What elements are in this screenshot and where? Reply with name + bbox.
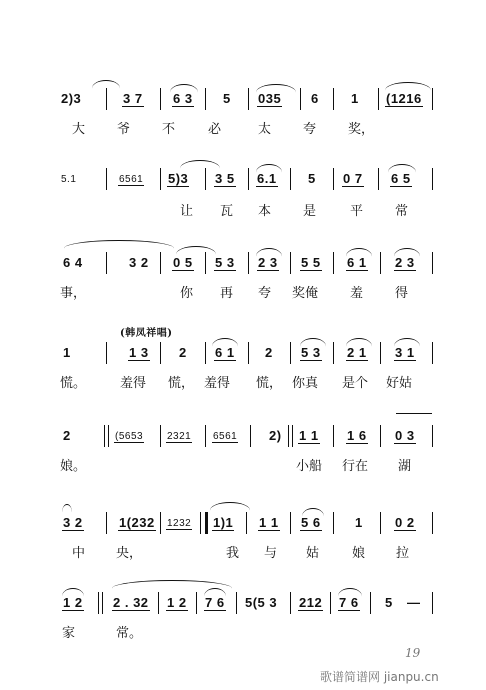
barline (380, 425, 381, 447)
barline (248, 168, 249, 190)
note-group: 3 1 (395, 345, 415, 360)
note-group: (5653 (115, 431, 144, 442)
note-group: 2)3 (61, 91, 82, 106)
lyric: 慌， (168, 376, 195, 391)
note-group: 2 3 (258, 255, 278, 270)
notation-line (0, 168, 486, 190)
barline (333, 252, 334, 274)
note-group: 035 (258, 91, 282, 106)
slur (396, 413, 432, 414)
note-group: 2 . 32 (113, 595, 149, 610)
barline (106, 168, 107, 190)
barline (160, 342, 161, 364)
lyric: 你 (180, 286, 194, 301)
note-group: 0 5 (173, 255, 193, 270)
lyric: 让 (180, 204, 194, 219)
note-group: 2 1 (347, 345, 367, 360)
note-group: 1 2 (63, 595, 83, 610)
lyric: 本 (258, 204, 272, 219)
barline (333, 512, 334, 534)
note-group: 2 (179, 345, 187, 360)
note-group: 2 (63, 428, 71, 443)
barline (158, 592, 159, 614)
note-group: 5 5 (301, 255, 321, 270)
note-group: (1216 (386, 91, 422, 106)
barline (432, 342, 433, 364)
note-group: 3 5 (215, 171, 235, 186)
lyric: 奖俺 (292, 286, 319, 301)
note-group: 5(5 3 (245, 595, 278, 610)
barline (290, 168, 291, 190)
lyric: 常。 (116, 626, 143, 641)
note-group: 6 3 (173, 91, 193, 106)
barline (246, 512, 247, 534)
note-group: 7 6 (205, 595, 225, 610)
note-group: 6561 (213, 431, 238, 442)
barline (160, 168, 161, 190)
lyric: 姑 (306, 546, 320, 561)
barline (333, 425, 334, 447)
lyric: 行在 (342, 459, 369, 474)
note-group: 1 (351, 91, 359, 106)
lyric: 夸 (258, 286, 272, 301)
lyric: 得 (395, 286, 409, 301)
slur (62, 504, 72, 514)
lyric: 娘 (352, 546, 366, 561)
note-group: 6 4 (63, 255, 83, 270)
barline (98, 592, 103, 614)
lyrics-line (0, 118, 486, 136)
lyric: 事， (60, 286, 87, 301)
lyric: 慌。 (60, 376, 87, 391)
lyric: 大 (72, 122, 86, 137)
barline (432, 252, 433, 274)
barline (432, 592, 433, 614)
lyric: 中 (72, 546, 86, 561)
lyric: 羞 (350, 286, 364, 301)
barline (290, 342, 291, 364)
note-group: 6.1 (257, 171, 277, 186)
note-group: 1 6 (347, 428, 367, 443)
note-group: 3 7 (123, 91, 143, 106)
lyric: 拉 (396, 546, 410, 561)
lyric: 羞得 (120, 376, 147, 391)
note-group: 5 (308, 171, 316, 186)
barline (378, 168, 379, 190)
note-group: 0 2 (395, 515, 415, 530)
lyrics-line (0, 282, 486, 300)
note-group: — (407, 595, 421, 610)
lyrics-line (0, 200, 486, 218)
note-group: 1 (63, 345, 71, 360)
lyric: 常 (395, 204, 409, 219)
note-group: 1 3 (129, 345, 149, 360)
lyric: 好姑 (386, 376, 413, 391)
barline (106, 342, 107, 364)
lyric: 爷 (117, 122, 131, 137)
lyric: 是 (303, 204, 317, 219)
lyric: 奖， (348, 122, 375, 137)
note-group: 2321 (167, 431, 192, 442)
lyrics-line (0, 372, 486, 390)
barline (106, 252, 107, 274)
barline (106, 88, 107, 110)
note-group: 5.1 (61, 174, 77, 185)
lyric: 瓦 (220, 204, 234, 219)
note-group: 0 3 (395, 428, 415, 443)
barline (432, 88, 433, 110)
barline (160, 88, 161, 110)
lyric: 与 (264, 546, 278, 561)
barline (250, 425, 251, 447)
barline (248, 88, 249, 110)
barline (333, 342, 334, 364)
notation-line (0, 328, 486, 364)
lyric: 羞得 (204, 376, 231, 391)
lyric: 家 (62, 626, 76, 641)
lyric: 再 (220, 286, 234, 301)
lyrics-line (0, 455, 486, 473)
note-group: 1(232 (119, 515, 155, 530)
barline (432, 512, 433, 534)
note-group: 212 (299, 595, 323, 610)
barline (205, 342, 206, 364)
note-group: 2) (269, 428, 282, 443)
barline (333, 88, 334, 110)
lyrics-line (0, 622, 486, 640)
barline (300, 88, 301, 110)
barline (236, 592, 237, 614)
note-group: 1232 (167, 518, 192, 529)
note-group: 1 (355, 515, 363, 530)
barline (432, 168, 433, 190)
notation-line (0, 425, 486, 447)
repeat-barline (200, 512, 208, 534)
lyric: 湖 (398, 459, 412, 474)
barline (370, 592, 371, 614)
note-group: 3 2 (63, 515, 83, 530)
note-group: 1 1 (299, 428, 319, 443)
barline (288, 425, 293, 447)
note-group: 5 3 (301, 345, 321, 360)
note-group: 2 (265, 345, 273, 360)
barline (378, 88, 379, 110)
lyric: 娘。 (60, 459, 87, 474)
lyric: 是个 (342, 376, 369, 391)
slur (64, 240, 174, 250)
lyric: 必 (208, 122, 222, 137)
barline (205, 425, 206, 447)
note-group: 2 3 (395, 255, 415, 270)
note-group: 3 2 (129, 255, 149, 270)
note-group: 5 6 (301, 515, 321, 530)
lyric: 不 (162, 122, 176, 137)
barline (290, 252, 291, 274)
barline (160, 512, 161, 534)
note-group: 5 (385, 595, 393, 610)
barline (432, 425, 433, 447)
barline (205, 88, 206, 110)
lyric: 慌， (256, 376, 283, 391)
barline (380, 342, 381, 364)
lyric: 小船 (296, 459, 323, 474)
barline (290, 512, 291, 534)
barline (290, 592, 291, 614)
barline (333, 168, 334, 190)
barline (104, 425, 109, 447)
note-group: 5 (223, 91, 231, 106)
barline (106, 512, 107, 534)
slur (180, 160, 220, 170)
barline (205, 168, 206, 190)
barline (160, 425, 161, 447)
note-group: 6 1 (215, 345, 235, 360)
note-group: 7 6 (339, 595, 359, 610)
note-group: 5)3 (168, 171, 189, 186)
barline (380, 512, 381, 534)
note-group: 1 1 (259, 515, 279, 530)
note-group: 6 1 (347, 255, 367, 270)
notation-line (0, 252, 486, 274)
lyric: 你真 (292, 376, 319, 391)
slur (210, 502, 250, 512)
note-group: 5 3 (215, 255, 235, 270)
lyric: 太 (258, 122, 272, 137)
lyric: 央， (116, 546, 143, 561)
notation-line (0, 88, 486, 110)
notation-line (0, 512, 486, 534)
watermark: 歌谱简谱网 jianpu.cn (320, 670, 439, 684)
page-number: 19 (405, 646, 421, 660)
note-group: 6 5 (391, 171, 411, 186)
barline (380, 252, 381, 274)
lyric: 夸 (303, 122, 317, 137)
barline (248, 342, 249, 364)
barline (196, 592, 197, 614)
lyric: 平 (350, 204, 364, 219)
note-group: 6561 (119, 174, 144, 185)
notation-line (0, 592, 486, 614)
barline (330, 592, 331, 614)
performer-note: (韩凤祥唱) (120, 328, 173, 339)
lyric: 我 (226, 546, 240, 561)
lyrics-line (0, 542, 486, 560)
note-group: 1 2 (167, 595, 187, 610)
note-group: 0 7 (343, 171, 363, 186)
note-group: 1)1 (213, 515, 234, 530)
barline (205, 252, 206, 274)
barline (248, 252, 249, 274)
note-group: 6 (311, 91, 319, 106)
barline (160, 252, 161, 274)
